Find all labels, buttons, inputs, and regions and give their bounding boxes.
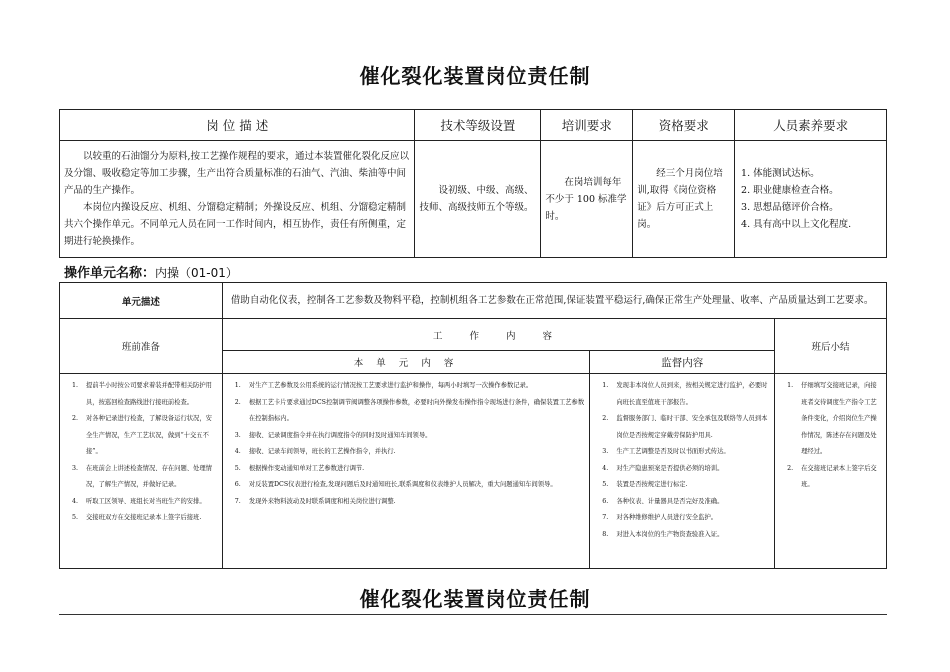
tech-level-cell [415,141,541,258]
post-shift-list [775,374,886,498]
literacy-list [739,165,882,233]
qualification-cell [633,141,735,258]
divider-line [59,614,887,615]
list-item: 1. 对生产工艺参数及公用系统的运行情况按工艺要求进行监护和操作，每两小时填写一次操作参数记录。 [243,378,586,395]
header-training: 培训要求 [541,110,633,141]
supervise-list [590,374,774,547]
pre-shift-cell [60,374,223,569]
header-literacy: 人员素养要求 [735,110,887,141]
list-item: 4. 接收、记录车间领导，班长的工艺操作指令，并执行. [243,444,586,461]
list-item: 2. 在交接班记录本上签字后交班。 [795,461,882,494]
unit-desc-label: 单元描述 [60,283,223,319]
post-desc-p2: 本岗位内操设反应、机组、分馏稳定精制；外操设反应、机组、分馏稳定精制共六个操作单元。不同单元人员在同一工作时间内，相互协作，责任有所侧重，定期进行轮换操作。 [64,202,407,247]
post-shift-label: 班后小结 [775,319,887,374]
list-item: 3. 生产工艺调整是否及时以书面形式传达。 [610,444,770,461]
supervise-label: 监督内容 [590,351,775,374]
list-item: 6. 各种仪表、计量器具是否完好及准确。 [610,494,770,511]
list-item: 5. 装置是否按规定进行标定. [610,477,770,494]
list-item: 5. 交接班双方在交接班记录本上签字后接班. [80,510,218,527]
this-unit-list [223,374,590,514]
list-item: 3. 接收、记录调度指令并在执行调度指令的同时及时通知车间领导。 [243,428,586,445]
work-content-label: 工 作 内 容 [222,319,774,351]
list-item: 2. 对各种记录进行检查，了解设备运行状况，安全生产情况，生产工艺状况，做到“十交五不接”。 [80,411,218,461]
page-title: 催化裂化装置岗位责任制 [359,64,591,88]
list-item: 7. 发现外来物料波动及时联系调度和相关岗位进行调整. [243,494,586,511]
literacy-item: 2. 职业健康检查合格。 [753,182,882,199]
unit-name-label: 操作单元名称： [64,266,156,281]
this-unit-label: 本 单 元 内 容 [222,351,590,374]
unit-name-row [64,262,238,281]
list-item: 5. 根据操作变动通知单对工艺参数进行调节. [243,461,586,478]
literacy-item: 4. 具有高中以上文化程度. [753,216,882,233]
literacy-item: 1. 体能测试达标。 [753,165,882,182]
list-item: 2. 监督服务部门、临时干部、安全承包及联络等人员到本岗位是否按规定穿戴劳保防护用具. [610,411,770,444]
supervise-cell [590,374,775,569]
this-unit-cell [222,374,590,569]
list-item: 8. 对进入本岗位的生产物资查验准入证。 [610,527,770,544]
header-qualification: 资格要求 [633,110,735,141]
list-item: 3. 在班前会上讲述检查情况、存在问题、处理情况，了解生产情况，并做好记录。 [80,461,218,494]
pre-shift-label: 班前准备 [60,319,223,374]
header-post-desc: 岗 位 描 述 [60,110,415,141]
list-item: 6. 对反装置DCS仪表进行检查,发现问题后及时通知班长,联系调度和仪表维护人员解决，重大问题通知车间领导。 [243,477,586,494]
post-desc-cell [60,141,415,258]
unit-desc-text: 借助自动化仪表，控制各工艺参数及物料平稳，控制机组各工艺参数在正常范围,保证装置平稳运行,确保正常生产处理量、收率、产品质量达到工艺要求。 [222,283,886,319]
post-table [59,109,887,258]
list-item: 7. 对各种维修维护人员进行安全监护。 [610,510,770,527]
page-title-repeat: 催化裂化装置岗位责任制 [359,587,591,611]
list-item: 2. 根据工艺卡片要求通过DCS控制调节阀调整各项操作参数，必要时向外操发布操作指令现场进行条件，确保装置工艺参数在控制指标内。 [243,395,586,428]
unit-table [59,282,887,569]
list-item: 1. 发现非本岗位人员到来，按相关规定进行监护，必要时向班长直至值班干部报告。 [610,378,770,411]
list-item: 4. 对生产隐患预案是否提供必须的培训。 [610,461,770,478]
list-item: 1. 仔细填写交接班记录，向接班者交待调度生产指令工艺条件变化，介绍岗位生产操作情况，陈述存在问题及处理经过。 [795,378,882,461]
tech-level-text: 设初级、中级、高级、技师、高级技师五个等级。 [419,185,534,213]
unit-name-value: 内操（01-01） [155,266,238,280]
literacy-cell [735,141,887,258]
pre-shift-list [60,374,222,531]
header-tech-level: 技术等级设置 [415,110,541,141]
training-cell [541,141,633,258]
post-shift-cell [775,374,887,569]
qualification-text: 经三个月岗位培训,取得《岗位资格证》后方可正式上岗。 [637,168,723,230]
post-desc-p1: 以较重的石油馏分为原料,按工艺操作规程的要求，通过本装置催化裂化反应以及分馏、吸收稳定等加工步骤，生产出符合质量标准的石油气、汽油、柴油等中间产品的生产操作。 [64,151,410,196]
literacy-item: 3. 思想品德评价合格。 [753,199,882,216]
list-item: 4. 听取工区领导、班组长对当班生产的安排。 [80,494,218,511]
training-text: 在岗培训每年不少于 100 标准学时。 [545,176,627,222]
list-item: 1. 提前半小时按公司要求着装并配带相关防护用具，按巡回检查路线进行接班前检查。 [80,378,218,411]
